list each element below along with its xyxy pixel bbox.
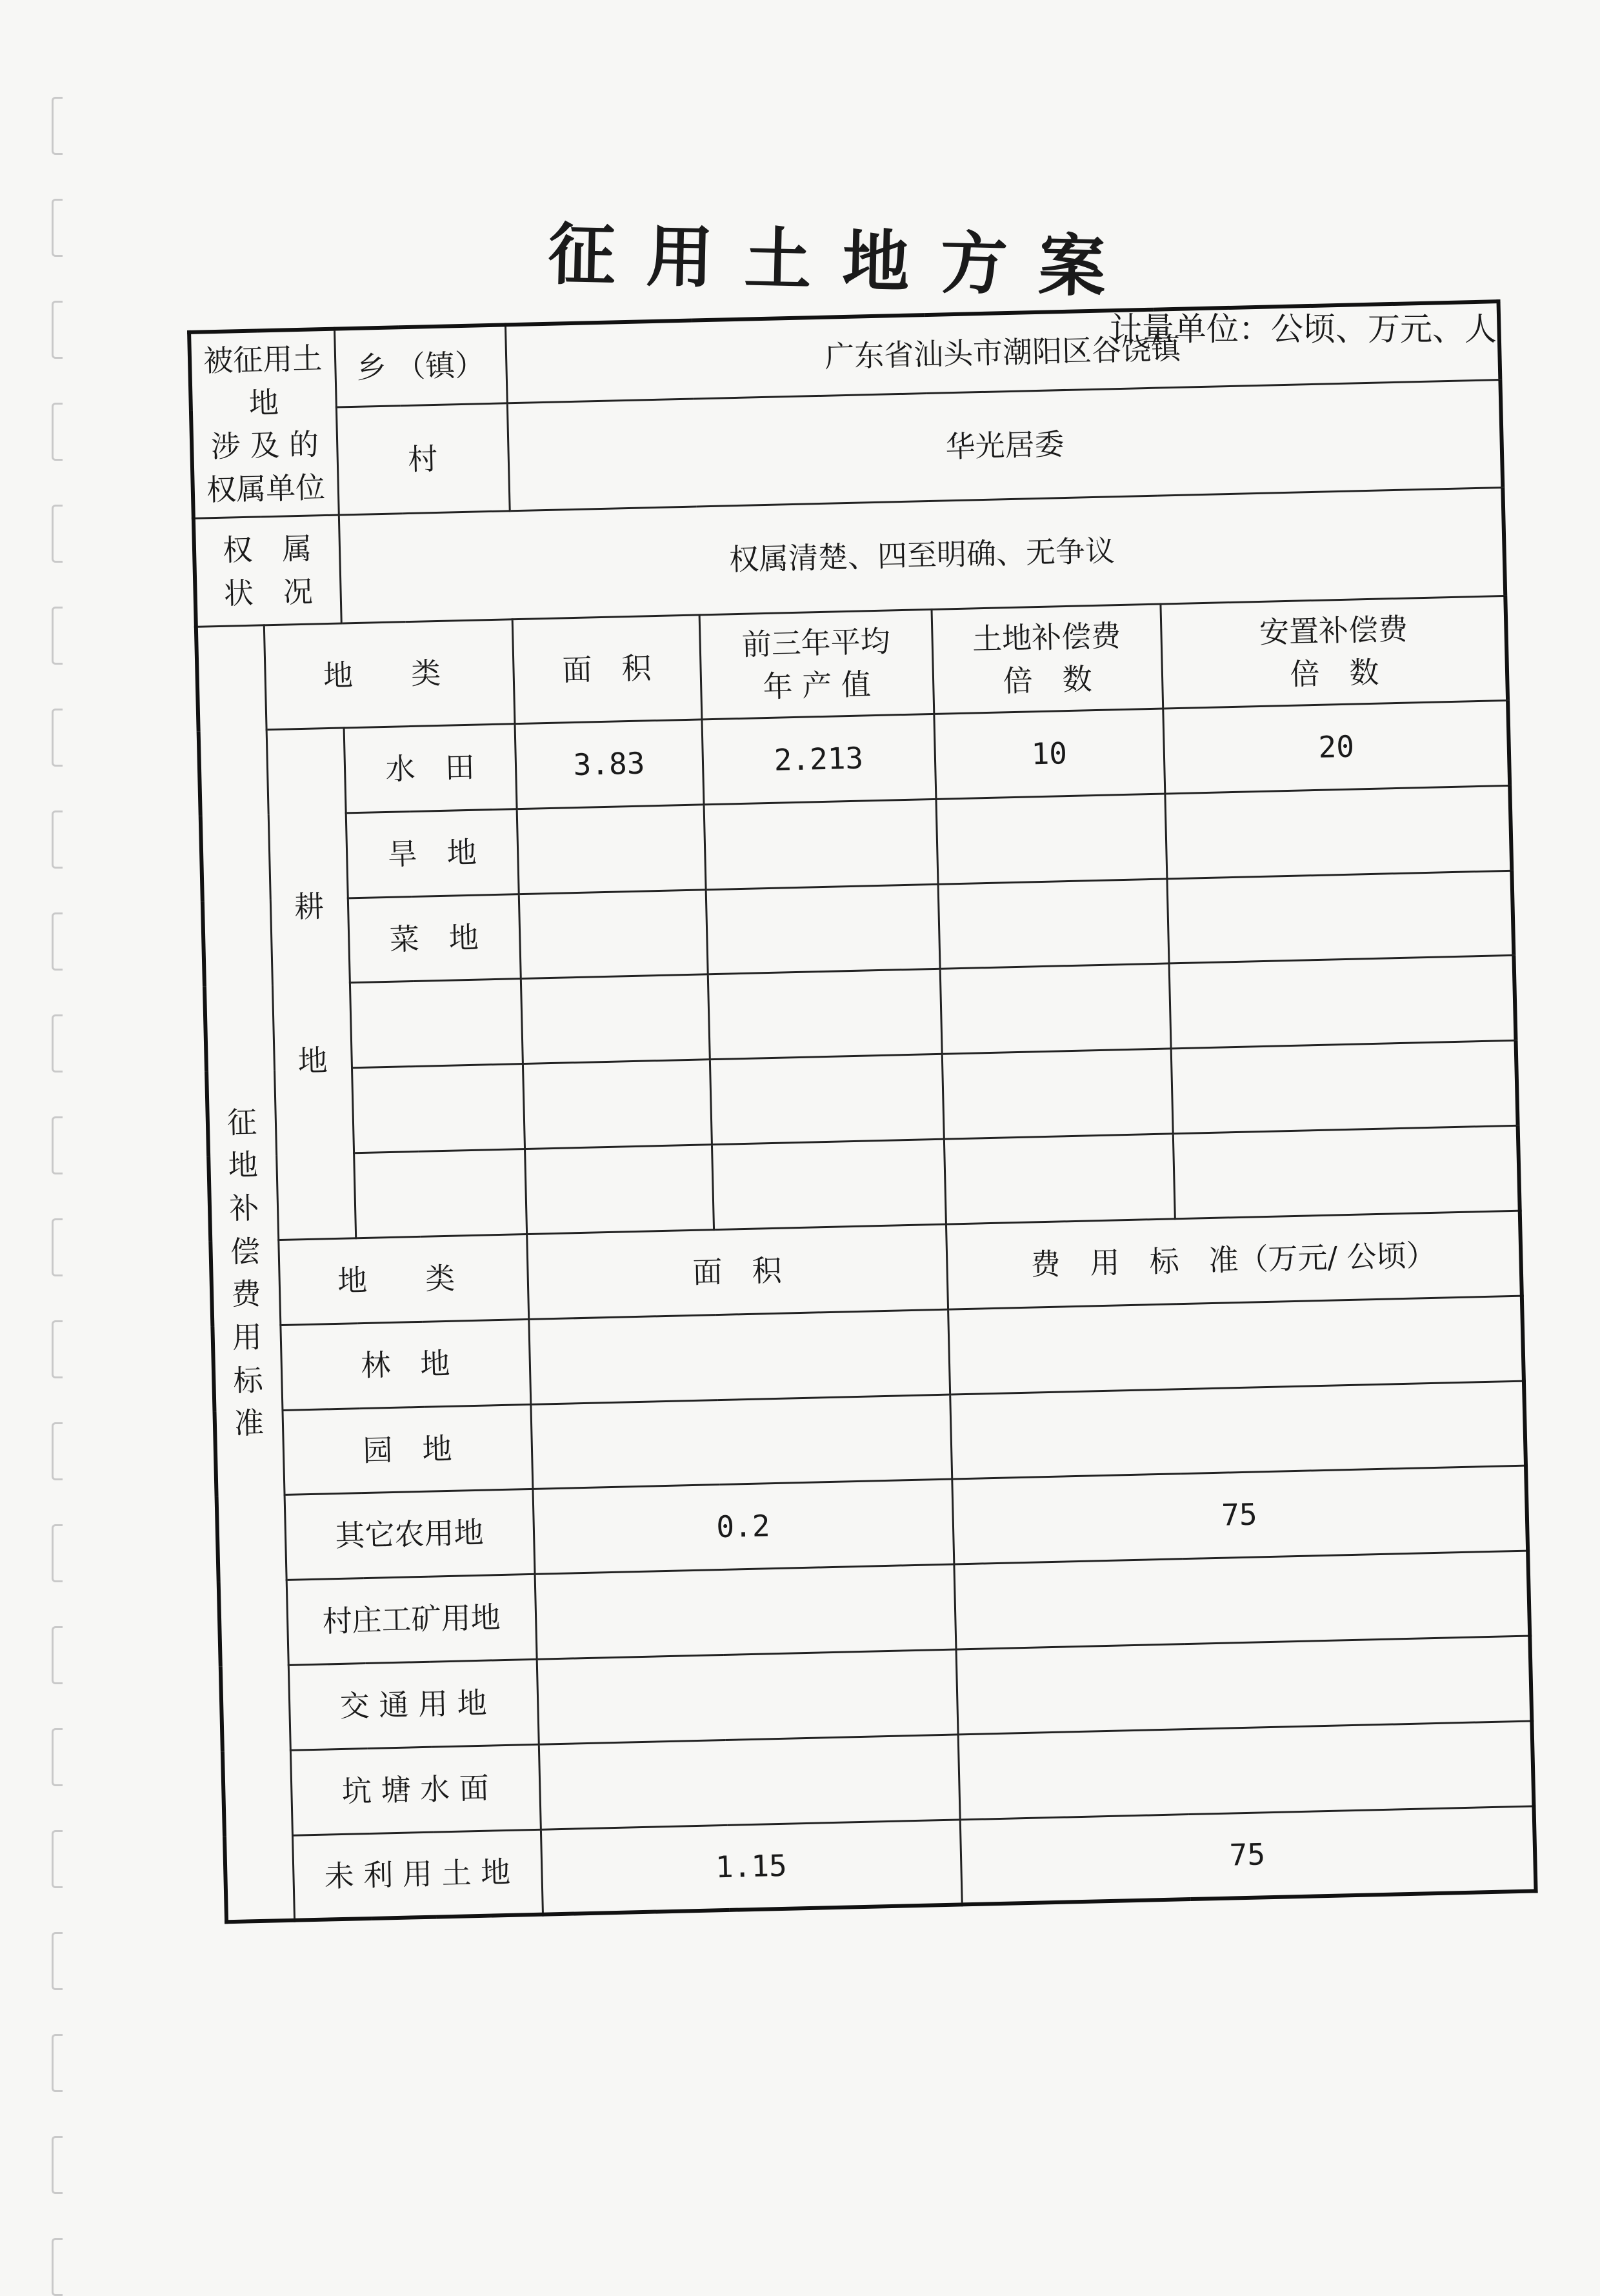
binder-ring [52, 301, 63, 359]
header-line: 倍 数 [1003, 661, 1093, 699]
other-standard [955, 1636, 1532, 1735]
binder-ring [52, 403, 63, 461]
arable-land-multiple [942, 1049, 1173, 1139]
binder-ring [52, 199, 63, 257]
township-value: 广东省汕头市潮阳区谷饶镇 [505, 301, 1500, 403]
binder-ring [52, 1830, 63, 1888]
other-area [528, 1309, 950, 1404]
binder-ring [52, 1728, 63, 1786]
arable-avg-output [708, 969, 942, 1060]
arable-avg-output: 2.213 [701, 714, 935, 804]
binder-ring [52, 1116, 63, 1174]
other-standard [948, 1296, 1524, 1395]
binder-ring [52, 1014, 63, 1072]
arable-area [523, 1060, 712, 1149]
status-label-line: 权 属 [222, 530, 312, 568]
other-type: 未 利 用 土 地 [292, 1829, 543, 1920]
other-area: 1.15 [541, 1819, 962, 1914]
arable-header-type: 地 类 [264, 619, 515, 730]
binder-ring [52, 1524, 63, 1582]
other-type: 其它农用地 [285, 1489, 535, 1580]
binder-ring [52, 1320, 63, 1378]
arable-header-resettle-multiple [1160, 596, 1508, 709]
arable-land-multiple [938, 879, 1169, 969]
arable-resettle-multiple [1171, 1041, 1518, 1134]
form-table [187, 299, 1538, 1924]
binder-ring [52, 2136, 63, 2194]
arable-header-land-multiple [932, 604, 1163, 714]
binder-ring [52, 709, 63, 767]
arable-type [354, 1149, 526, 1238]
section-label-char: 用 [232, 1319, 263, 1355]
ownership-header [189, 329, 339, 519]
ownership-header-line: 权属单位 [206, 469, 326, 508]
arable-avg-output [712, 1139, 946, 1229]
other-header-area: 面 积 [526, 1224, 948, 1319]
section-label-char: 费 [230, 1276, 262, 1313]
arable-avg-output [706, 884, 940, 974]
arable-land-multiple [940, 963, 1171, 1054]
binder-ring [52, 1422, 63, 1480]
section-label-char: 准 [234, 1405, 265, 1442]
arable-group-label [266, 728, 356, 1240]
arable-area [525, 1145, 714, 1234]
binder-holes [37, 13, 76, 2259]
village-label: 村 [336, 403, 510, 515]
binder-ring [52, 811, 63, 869]
section-label-char: 标 [232, 1362, 264, 1398]
arable-type [352, 1064, 525, 1153]
other-standard: 75 [952, 1465, 1528, 1564]
arable-type: 旱 地 [346, 809, 519, 898]
arable-land-multiple: 10 [934, 709, 1165, 799]
section-label-char: 征 [226, 1104, 257, 1140]
arable-resettle-multiple: 20 [1163, 700, 1510, 793]
status-label [194, 516, 341, 627]
binder-ring [52, 505, 63, 563]
arable-avg-output [710, 1054, 944, 1145]
other-standard [954, 1551, 1530, 1649]
other-area [530, 1395, 952, 1489]
village-value: 华光居委 [507, 380, 1503, 512]
other-type: 交 通 用 地 [288, 1659, 539, 1750]
arable-resettle-multiple [1169, 956, 1516, 1049]
other-area [535, 1564, 956, 1659]
other-standard: 75 [960, 1806, 1536, 1905]
arable-label-char: 耕 [294, 889, 325, 925]
other-area [539, 1735, 960, 1829]
section-label-char: 偿 [230, 1233, 261, 1269]
arable-resettle-multiple [1165, 785, 1512, 878]
other-header-type: 地 类 [278, 1234, 528, 1325]
arable-resettle-multiple [1166, 871, 1514, 963]
other-standard [950, 1381, 1526, 1480]
other-type: 林 地 [280, 1319, 530, 1410]
arable-area [519, 889, 708, 979]
other-type: 坑 塘 水 面 [290, 1744, 541, 1835]
page-title: 征用土地方案 [547, 215, 1137, 307]
arable-type: 菜 地 [348, 894, 521, 983]
binder-ring [52, 2238, 63, 2296]
other-area: 0.2 [532, 1479, 954, 1574]
header-line: 年 产 值 [763, 667, 872, 705]
arable-area: 3.83 [515, 720, 704, 809]
arable-resettle-multiple [1173, 1125, 1520, 1218]
binder-ring [52, 2034, 63, 2092]
other-type: 园 地 [282, 1404, 532, 1495]
binder-ring [52, 607, 63, 665]
header-line: 前三年平均 [741, 623, 891, 662]
section-label-char: 补 [228, 1190, 259, 1226]
other-type: 村庄工矿用地 [286, 1574, 537, 1665]
unit-note: 计量单位：公顷、万元、人 [1110, 310, 1497, 348]
other-area [537, 1649, 958, 1744]
arable-area [521, 974, 710, 1064]
header-line: 倍 数 [1289, 655, 1380, 692]
ownership-header-line: 被征用土地 [203, 340, 323, 421]
arable-type [350, 979, 523, 1068]
arable-header-avg-output [699, 609, 934, 720]
arable-land-multiple [935, 794, 1166, 884]
binder-ring [52, 1626, 63, 1684]
land-expropriation-form [187, 299, 1534, 1924]
arable-header-area: 面 积 [512, 615, 702, 724]
header-line: 土地补偿费 [972, 618, 1121, 657]
arable-label-char: 地 [297, 1043, 328, 1079]
status-value: 权属清楚、四至明确、无争议 [339, 488, 1505, 623]
binder-ring [52, 1218, 63, 1276]
arable-avg-output [704, 799, 938, 889]
other-header-standard: 费 用 标 准（万元/ 公顷） [946, 1211, 1522, 1309]
township-label: 乡 （镇） [334, 325, 507, 407]
ownership-header-line: 涉 及 的 [210, 427, 319, 465]
binder-ring [52, 1932, 63, 1990]
header-line: 安置补偿费 [1259, 611, 1408, 650]
arable-type: 水 田 [344, 724, 517, 813]
binder-ring [52, 912, 63, 971]
status-label-line: 状 况 [223, 574, 314, 611]
section-label-char: 地 [228, 1147, 259, 1183]
binder-ring [52, 97, 63, 155]
arable-area [517, 805, 706, 894]
other-standard [958, 1721, 1534, 1820]
arable-land-multiple [944, 1134, 1175, 1224]
